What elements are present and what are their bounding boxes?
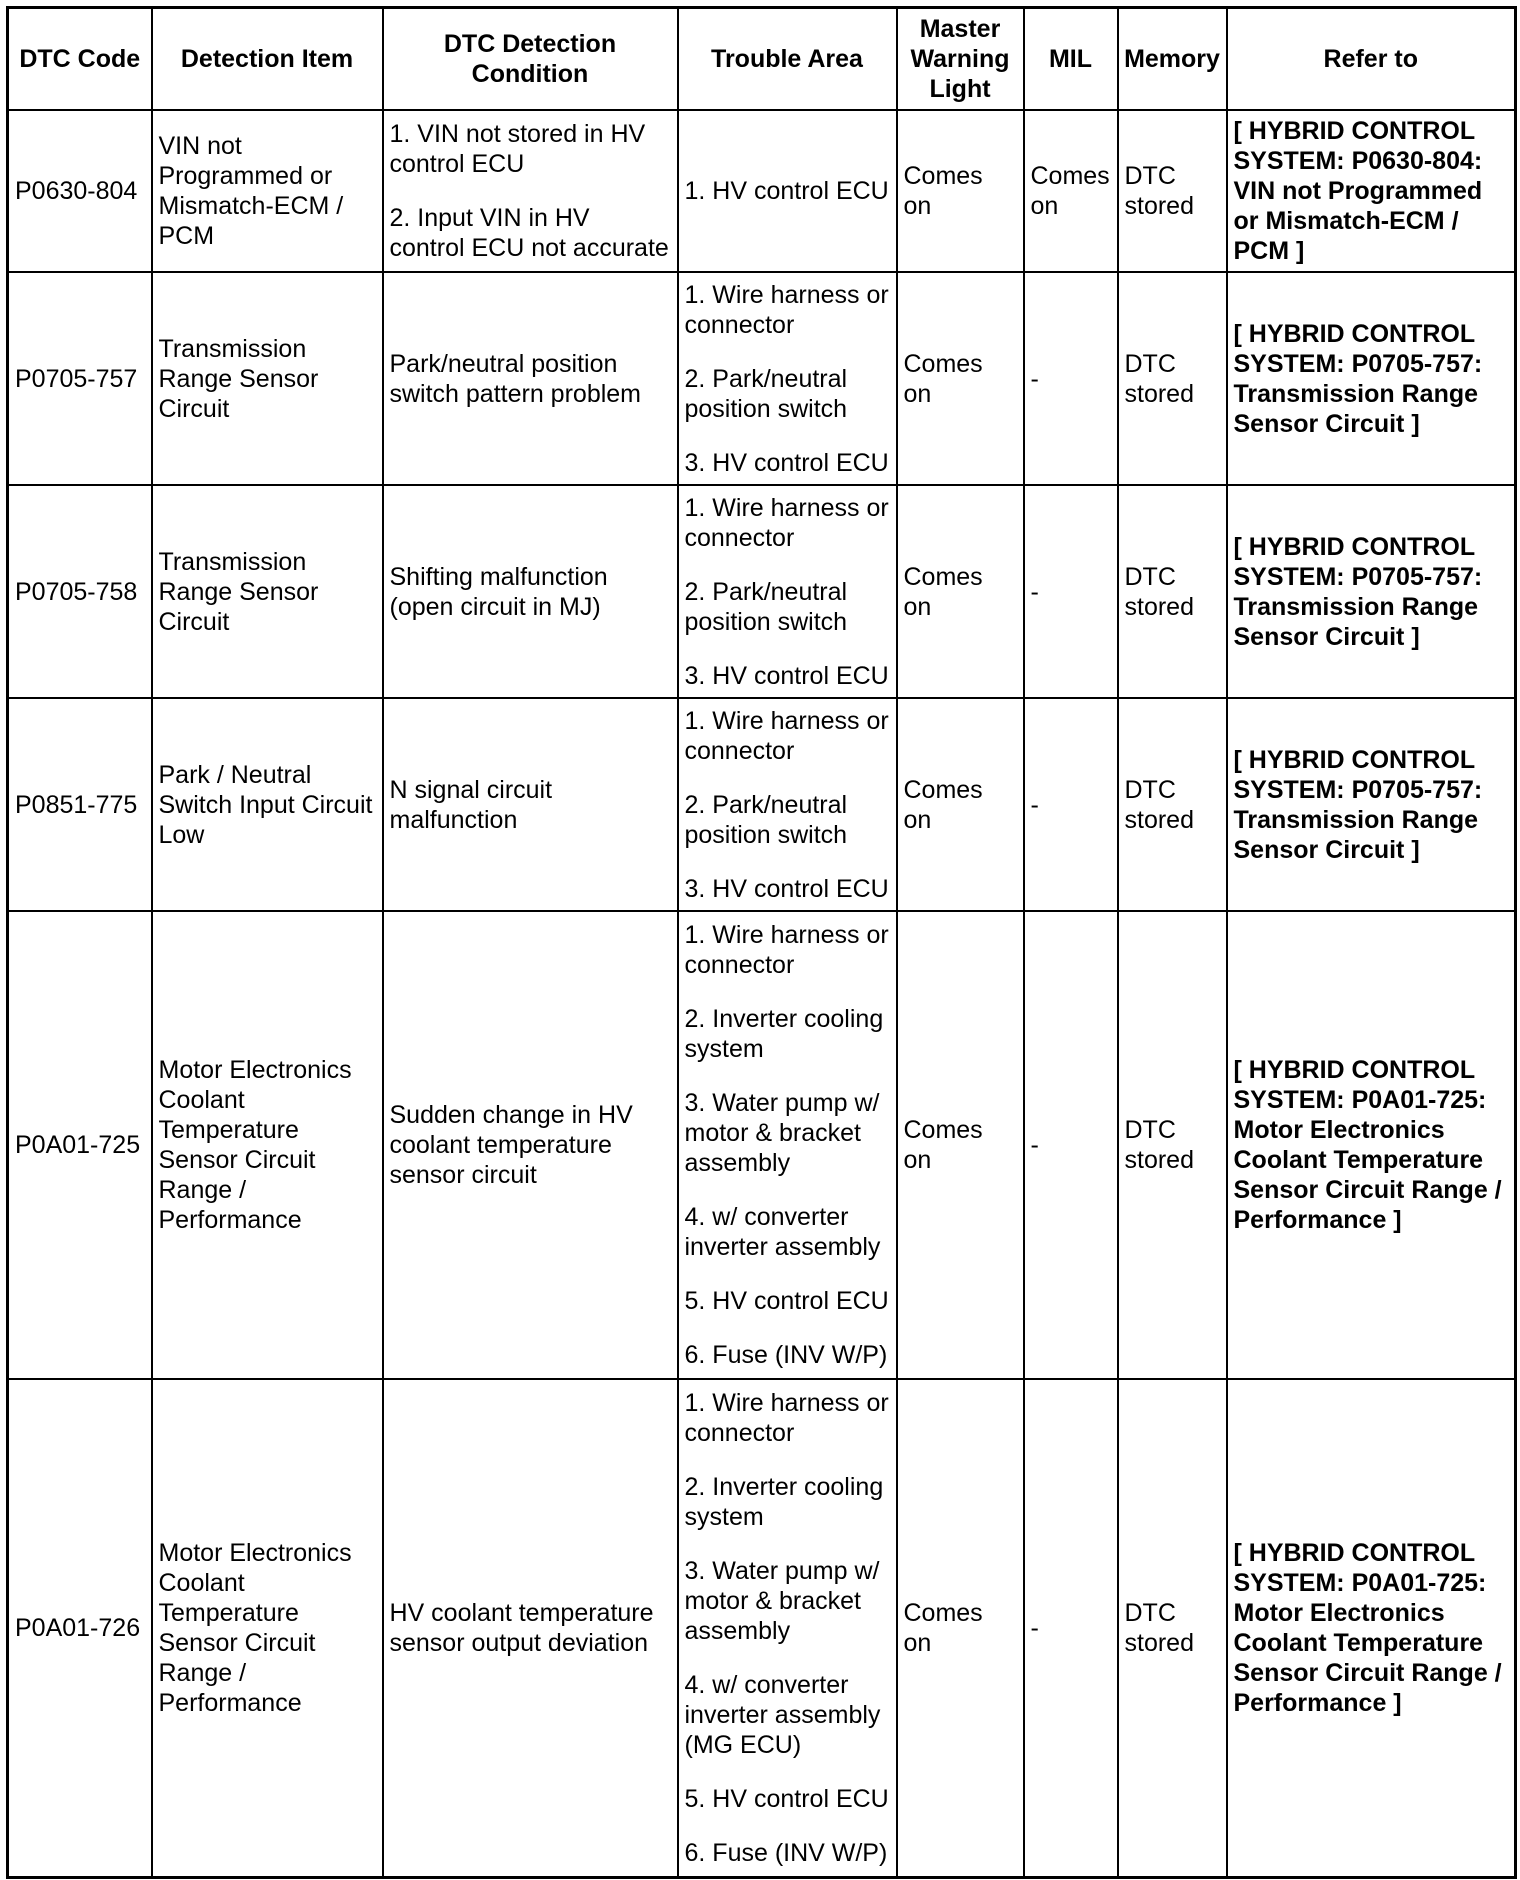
- detection-condition-cell: [383, 911, 678, 1379]
- detection-condition-cell: [383, 485, 678, 698]
- detection-condition-cell: [383, 698, 678, 911]
- condition-item: HV coolant temperature sensor output deviation: [389, 1598, 654, 1657]
- header-refer-to: Refer to: [1227, 8, 1516, 111]
- trouble-area-item: 4. w/ converter inverter assembly (MG ECU): [684, 1670, 881, 1759]
- master-warning-light-cell: Comes on: [897, 110, 1024, 272]
- table-row: [8, 1379, 1516, 1877]
- dtc-code-cell: P0705-757: [8, 272, 152, 485]
- trouble-area-item: 3. HV control ECU: [684, 874, 889, 903]
- condition-item: 2. Input VIN in HV control ECU not accurate: [389, 204, 669, 262]
- detection-item-cell: Park / Neutral Switch Input Circuit Low: [152, 698, 383, 911]
- trouble-area-cell: [678, 272, 897, 485]
- refer-to-cell: [ HYBRID CONTROL SYSTEM: P0A01-725: Motor Electronics Coolant Temperature Sensor Circuit Range / Performance ]: [1227, 1379, 1516, 1877]
- trouble-area-item: 2. Inverter cooling system: [684, 1005, 884, 1063]
- header-row: [8, 8, 1516, 111]
- trouble-area-item: 1. HV control ECU: [684, 177, 889, 205]
- header-dtc-code: DTC Code: [8, 8, 152, 111]
- refer-to-cell: [ HYBRID CONTROL SYSTEM: P0A01-725: Motor Electronics Coolant Temperature Sensor Circuit Range / Performance ]: [1227, 911, 1516, 1379]
- trouble-area-item: 3. Water pump w/ motor & bracket assembly: [684, 1089, 880, 1177]
- trouble-area-cell: [678, 1379, 897, 1877]
- master-warning-light-cell: Comes on: [897, 272, 1024, 485]
- detection-item-cell: Motor Electronics Coolant Temperature Sensor Circuit Range / Performance: [152, 1379, 383, 1877]
- trouble-area-item: 1. Wire harness or connector: [684, 493, 889, 552]
- trouble-area-item: 2. Inverter cooling system: [684, 1472, 884, 1531]
- trouble-area-item: 3. HV control ECU: [684, 448, 889, 477]
- dtc-code-cell: P0705-758: [8, 485, 152, 698]
- trouble-area-item: 1. Wire harness or connector: [684, 706, 889, 765]
- mil-cell: -: [1024, 911, 1118, 1379]
- memory-cell: DTC stored: [1118, 1379, 1227, 1877]
- memory-cell: DTC stored: [1118, 911, 1227, 1379]
- header-master-warning-light: Master Warning Light: [897, 8, 1024, 111]
- condition-item: 1. VIN not stored in HV control ECU: [389, 120, 646, 178]
- dtc-code-cell: P0851-775: [8, 698, 152, 911]
- detection-condition-cell: [383, 1379, 678, 1877]
- refer-to-cell: [ HYBRID CONTROL SYSTEM: P0630-804: VIN not Programmed or Mismatch-ECM / PCM ]: [1227, 110, 1516, 272]
- header-detection-condition: DTC Detection Condition: [383, 8, 678, 111]
- memory-cell: DTC stored: [1118, 698, 1227, 911]
- mil-cell: -: [1024, 1379, 1118, 1877]
- trouble-area-item: 6. Fuse (INV W/P): [684, 1838, 888, 1867]
- trouble-area-item: 3. Water pump w/ motor & bracket assembly: [684, 1556, 880, 1645]
- table-row: [8, 485, 1516, 698]
- table-row: [8, 911, 1516, 1379]
- mil-cell: -: [1024, 698, 1118, 911]
- table-row: [8, 698, 1516, 911]
- condition-item: Shifting malfunction (open circuit in MJ): [389, 562, 608, 621]
- trouble-area-item: 1. Wire harness or connector: [684, 921, 889, 979]
- master-warning-light-cell: Comes on: [897, 1379, 1024, 1877]
- detection-condition-cell: [383, 110, 678, 272]
- detection-condition-cell: [383, 272, 678, 485]
- refer-to-cell: [ HYBRID CONTROL SYSTEM: P0705-757: Transmission Range Sensor Circuit ]: [1227, 272, 1516, 485]
- header-memory: Memory: [1118, 8, 1227, 111]
- memory-cell: DTC stored: [1118, 485, 1227, 698]
- condition-item: Park/neutral position switch pattern problem: [389, 349, 642, 408]
- dtc-code-cell: P0A01-726: [8, 1379, 152, 1877]
- memory-cell: DTC stored: [1118, 110, 1227, 272]
- detection-item-cell: Transmission Range Sensor Circuit: [152, 272, 383, 485]
- refer-to-cell: [ HYBRID CONTROL SYSTEM: P0705-757: Transmission Range Sensor Circuit ]: [1227, 485, 1516, 698]
- trouble-area-item: 3. HV control ECU: [684, 661, 889, 690]
- trouble-area-item: 5. HV control ECU: [684, 1784, 889, 1813]
- dtc-code-cell: P0630-804: [8, 110, 152, 272]
- master-warning-light-cell: Comes on: [897, 911, 1024, 1379]
- master-warning-light-cell: Comes on: [897, 698, 1024, 911]
- trouble-area-item: 5. HV control ECU: [684, 1287, 889, 1315]
- condition-item: N signal circuit malfunction: [389, 775, 553, 834]
- trouble-area-cell: [678, 110, 897, 272]
- trouble-area-item: 2. Park/neutral position switch: [684, 577, 848, 636]
- header-detection-item: Detection Item: [152, 8, 383, 111]
- dtc-code-cell: P0A01-725: [8, 911, 152, 1379]
- refer-to-cell: [ HYBRID CONTROL SYSTEM: P0705-757: Transmission Range Sensor Circuit ]: [1227, 698, 1516, 911]
- trouble-area-item: 2. Park/neutral position switch: [684, 790, 848, 849]
- detection-item-cell: Transmission Range Sensor Circuit: [152, 485, 383, 698]
- master-warning-light-cell: Comes on: [897, 485, 1024, 698]
- trouble-area-item: 1. Wire harness or connector: [684, 280, 889, 339]
- mil-cell: Comes on: [1024, 110, 1118, 272]
- trouble-area-cell: [678, 911, 897, 1379]
- table-row: [8, 110, 1516, 272]
- table-row: [8, 272, 1516, 485]
- detection-item-cell: Motor Electronics Coolant Temperature Sensor Circuit Range / Performance: [152, 911, 383, 1379]
- mil-cell: -: [1024, 485, 1118, 698]
- trouble-area-item: 6. Fuse (INV W/P): [684, 1341, 888, 1369]
- header-mil: MIL: [1024, 8, 1118, 111]
- trouble-area-item: 2. Park/neutral position switch: [684, 364, 848, 423]
- trouble-area-item: 1. Wire harness or connector: [684, 1388, 889, 1447]
- header-trouble-area: Trouble Area: [678, 8, 897, 111]
- detection-item-cell: VIN not Programmed or Mismatch-ECM / PCM: [152, 110, 383, 272]
- trouble-area-item: 4. w/ converter inverter assembly: [684, 1203, 881, 1261]
- memory-cell: DTC stored: [1118, 272, 1227, 485]
- dtc-table: [6, 6, 1517, 1879]
- mil-cell: -: [1024, 272, 1118, 485]
- trouble-area-cell: [678, 485, 897, 698]
- condition-item: Sudden change in HV coolant temperature sensor circuit: [389, 1101, 633, 1189]
- trouble-area-cell: [678, 698, 897, 911]
